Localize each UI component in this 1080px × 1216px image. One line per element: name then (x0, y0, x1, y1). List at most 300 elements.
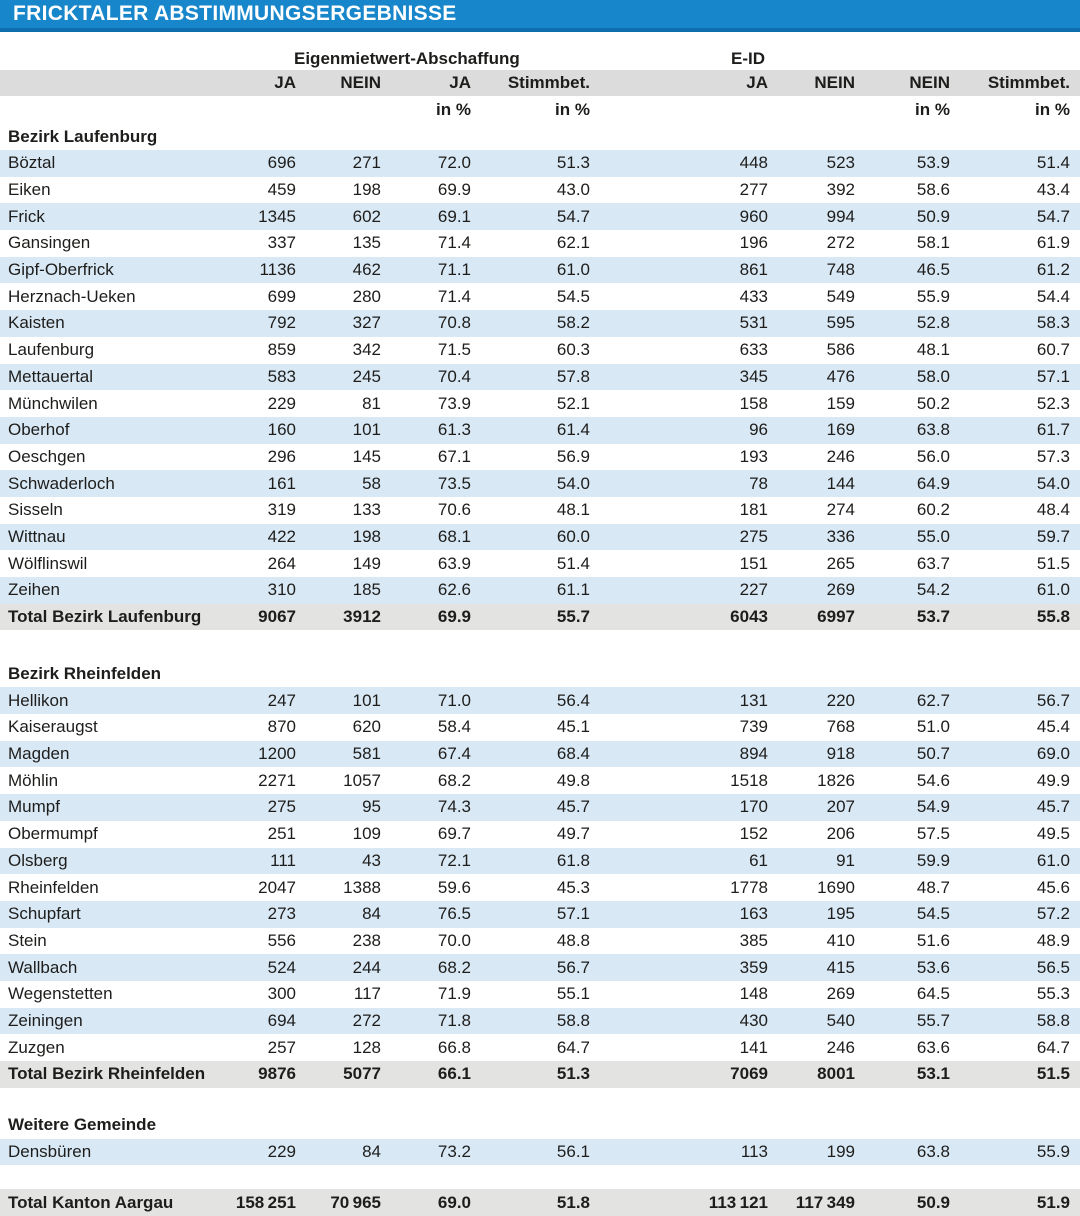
row-label: Zuzgen (8, 1037, 65, 1057)
value-cell: 158 251 (232, 1189, 296, 1216)
value-cell: 51.8 (471, 1189, 590, 1216)
value-cell: 246 (826, 446, 855, 466)
col-header-emw-ja: JA (232, 70, 296, 96)
row-label: Mumpf (0, 794, 232, 821)
row-label: Hellikon (0, 687, 232, 714)
value-cell: 109 (352, 824, 381, 844)
value-cell: 51.4 (556, 553, 590, 573)
table-row (0, 577, 1080, 604)
table-row (0, 981, 1080, 1008)
table-row (0, 230, 1080, 257)
value-cell: 64.7 (1036, 1037, 1070, 1057)
value-cell: 48.7 (916, 877, 950, 897)
table-row (0, 1034, 1080, 1061)
value-cell: 61.8 (471, 848, 590, 875)
row-label: Möhlin (8, 770, 59, 790)
value-cell: 870 (267, 717, 296, 737)
value-cell: 56.7 (471, 954, 590, 981)
value-cell: 61.4 (471, 417, 590, 444)
value-cell: 66.8 (437, 1037, 471, 1057)
value-cell: 196 (739, 233, 768, 253)
value-cell: 74.3 (381, 794, 471, 821)
value-cell: 149 (352, 553, 381, 573)
value-cell: 257 (267, 1037, 296, 1057)
value-cell: 52.1 (556, 393, 590, 413)
value-cell: 48.4 (1036, 500, 1070, 520)
value-cell: 768 (826, 717, 855, 737)
value-cell: 195 (768, 901, 855, 928)
row-label: Wallbach (0, 954, 232, 981)
value-cell: 50.9 (855, 203, 950, 230)
value-cell: 430 (590, 1008, 768, 1035)
value-cell: 52.3 (1036, 393, 1070, 413)
value-cell: 275 (590, 524, 768, 551)
value-cell: 45.4 (1036, 717, 1070, 737)
value-cell: 62.7 (855, 687, 950, 714)
page-title: FRICKTALER ABSTIMMUNGSERGEBNISSE (13, 2, 457, 25)
value-cell: 61.2 (950, 257, 1080, 284)
value-cell: 58.6 (916, 180, 950, 200)
group-header-eid: E-ID (731, 48, 765, 68)
value-cell: 1136 (232, 257, 296, 284)
value-cell: 71.9 (437, 984, 471, 1004)
value-cell: 131 (590, 687, 768, 714)
table-row (0, 714, 1080, 741)
value-cell: 59.6 (437, 877, 471, 897)
value-cell: 342 (352, 340, 381, 360)
value-cell: 894 (590, 741, 768, 768)
value-cell: 229 (267, 393, 296, 413)
value-cell: 247 (232, 687, 296, 714)
row-label: Wittnau (0, 524, 232, 551)
value-cell: 64.9 (855, 470, 950, 497)
value-cell: 163 (590, 901, 768, 928)
value-cell: 327 (296, 310, 381, 337)
value-cell: 272 (826, 233, 855, 253)
value-cell: 69.0 (381, 1189, 471, 1216)
value-cell: 994 (768, 203, 855, 230)
value-cell: 49.9 (1036, 770, 1070, 790)
table-row (0, 794, 1080, 821)
value-cell: 55.8 (950, 604, 1080, 631)
value-cell: 55.9 (950, 1139, 1080, 1166)
value-cell: 61.3 (381, 417, 471, 444)
value-cell: 63.8 (855, 417, 950, 444)
value-cell: 54.0 (471, 470, 590, 497)
table-row (0, 687, 1080, 714)
value-cell: 792 (232, 310, 296, 337)
value-cell: 181 (739, 500, 768, 520)
value-cell: 49.5 (1036, 824, 1070, 844)
value-cell: 70.0 (437, 930, 471, 950)
value-cell: 271 (296, 150, 381, 177)
table-row (0, 524, 1080, 551)
value-cell: 160 (232, 417, 296, 444)
pct-label: in % (436, 99, 471, 119)
value-cell: 70.8 (381, 310, 471, 337)
section-header-row (0, 123, 1080, 150)
table-row (0, 417, 1080, 444)
value-cell: 61.7 (950, 417, 1080, 444)
row-label: Magden (0, 741, 232, 768)
value-cell: 57.8 (471, 364, 590, 391)
value-cell: 1345 (232, 203, 296, 230)
value-cell: 54.7 (950, 203, 1080, 230)
value-cell: 918 (768, 741, 855, 768)
table-row (0, 821, 1080, 848)
value-cell: 63.8 (855, 1139, 950, 1166)
value-cell: 55.3 (1036, 984, 1070, 1004)
value-cell: 117 349 (768, 1189, 855, 1216)
spacer-cell (0, 630, 1080, 660)
value-cell: 9876 (232, 1061, 296, 1088)
spacer-row (0, 1165, 1080, 1189)
value-cell: 524 (232, 954, 296, 981)
row-label: Total Bezirk Rheinfelden (0, 1061, 232, 1088)
value-cell: 45.7 (471, 794, 590, 821)
value-cell: 159 (826, 393, 855, 413)
value-cell: 58.4 (437, 717, 471, 737)
value-cell: 476 (768, 364, 855, 391)
total-row (0, 604, 1080, 631)
value-cell: 45.1 (556, 717, 590, 737)
value-cell: 61.1 (471, 577, 590, 604)
value-cell: 55.7 (855, 1008, 950, 1035)
value-cell: 1200 (232, 741, 296, 768)
value-cell: 448 (590, 150, 768, 177)
value-cell: 3912 (296, 604, 381, 631)
value-cell: 84 (296, 901, 381, 928)
value-cell: 1690 (817, 877, 855, 897)
col-header-eid-ja: JA (590, 70, 768, 96)
value-cell: 58.3 (950, 310, 1080, 337)
value-cell: 699 (267, 286, 296, 306)
value-cell: 61.9 (1036, 233, 1070, 253)
table-row (0, 177, 1080, 204)
col-header-eid-stimmbet: Stimmbet. (950, 70, 1080, 96)
value-cell: 54.5 (855, 901, 950, 928)
value-cell: 51.5 (1036, 553, 1070, 573)
value-cell: 54.0 (950, 470, 1080, 497)
value-cell: 459 (267, 180, 296, 200)
value-cell: 61.0 (950, 848, 1080, 875)
row-label: Mettauertal (0, 364, 232, 391)
value-cell: 57.1 (950, 364, 1080, 391)
value-cell: 51.3 (471, 150, 590, 177)
row-label: Oberhof (0, 417, 232, 444)
value-cell: 170 (590, 794, 768, 821)
value-cell: 45.3 (556, 877, 590, 897)
value-cell: 227 (590, 577, 768, 604)
value-cell: 50.7 (855, 741, 950, 768)
value-cell: 244 (296, 954, 381, 981)
row-label: Schupfart (0, 901, 232, 928)
total-row (0, 1061, 1080, 1088)
value-cell: 277 (739, 180, 768, 200)
value-cell: 602 (296, 203, 381, 230)
value-cell: 60.0 (471, 524, 590, 551)
value-cell: 2047 (258, 877, 296, 897)
row-label: Oeschgen (8, 446, 86, 466)
value-cell: 113 121 (590, 1189, 768, 1216)
value-cell: 531 (590, 310, 768, 337)
value-cell: 72.0 (381, 150, 471, 177)
value-cell: 57.3 (1036, 446, 1070, 466)
value-cell: 193 (739, 446, 768, 466)
value-cell: 55.9 (916, 286, 950, 306)
value-cell: 81 (362, 393, 381, 413)
row-label: Münchwilen (8, 393, 98, 413)
value-cell: 56.7 (950, 687, 1080, 714)
row-label: Total Bezirk Laufenburg (0, 604, 232, 631)
value-cell: 422 (232, 524, 296, 551)
row-label: Kaisten (0, 310, 232, 337)
value-cell: 111 (232, 848, 296, 875)
value-cell: 117 (353, 984, 381, 1004)
value-cell: 1826 (817, 770, 855, 790)
value-cell: 45.7 (950, 794, 1080, 821)
title-bar (0, 0, 1080, 32)
table-row (0, 901, 1080, 928)
col-header-eid-nein-pct: NEIN (855, 70, 950, 96)
table-row (0, 150, 1080, 177)
value-cell: 69.7 (437, 824, 471, 844)
value-cell: 51.6 (916, 930, 950, 950)
value-cell: 1518 (730, 770, 768, 790)
value-cell: 359 (590, 954, 768, 981)
value-cell: 50.9 (855, 1189, 950, 1216)
value-cell: 54.9 (855, 794, 950, 821)
value-cell: 158 (739, 393, 768, 413)
value-cell: 199 (768, 1139, 855, 1166)
col-header-emw-stimmbet: Stimmbet. (471, 70, 590, 96)
value-cell: 61.0 (950, 577, 1080, 604)
value-cell: 6043 (590, 604, 768, 631)
value-cell: 58.0 (855, 364, 950, 391)
spacer-cell (0, 1088, 1080, 1112)
group-header-eigenmietwert: Eigenmietwert-Abschaffung (294, 48, 520, 68)
value-cell: 71.8 (381, 1008, 471, 1035)
value-cell: 310 (232, 577, 296, 604)
value-cell: 54.7 (471, 203, 590, 230)
value-cell: 207 (768, 794, 855, 821)
row-label: Total Kanton Aargau (0, 1189, 232, 1216)
value-cell: 960 (590, 203, 768, 230)
value-cell: 51.5 (950, 1061, 1080, 1088)
value-cell: 633 (739, 340, 768, 360)
value-cell: 152 (739, 824, 768, 844)
row-label: Obermumpf (8, 824, 98, 844)
value-cell: 48.8 (556, 930, 590, 950)
value-cell: 57.2 (950, 901, 1080, 928)
table-row (0, 550, 1080, 577)
value-cell: 52.8 (855, 310, 950, 337)
value-cell: 95 (296, 794, 381, 821)
value-cell: 43 (296, 848, 381, 875)
value-cell: 56.9 (556, 446, 590, 466)
value-cell: 68.1 (381, 524, 471, 551)
value-cell: 694 (232, 1008, 296, 1035)
table-row (0, 364, 1080, 391)
table-row (0, 444, 1080, 471)
value-cell: 60.2 (916, 500, 950, 520)
value-cell: 53.6 (855, 954, 950, 981)
value-cell: 70.4 (381, 364, 471, 391)
value-cell: 58.8 (471, 1008, 590, 1035)
value-cell: 63.6 (916, 1037, 950, 1057)
spacer-cell (0, 1165, 1080, 1189)
value-cell: 337 (267, 233, 296, 253)
value-cell: 274 (826, 500, 855, 520)
value-cell: 229 (232, 1139, 296, 1166)
group-header-row (0, 47, 1080, 70)
table-row (0, 1008, 1080, 1035)
row-label: Gansingen (8, 233, 91, 253)
value-cell: 55.0 (855, 524, 950, 551)
table-row (0, 390, 1080, 417)
row-label: Gipf-Oberfrick (0, 257, 232, 284)
value-cell: 272 (296, 1008, 381, 1035)
value-cell: 58 (296, 470, 381, 497)
value-cell: 54.5 (556, 286, 590, 306)
value-cell: 51.9 (950, 1189, 1080, 1216)
value-cell: 51.4 (950, 150, 1080, 177)
value-cell: 586 (826, 340, 855, 360)
value-cell: 415 (768, 954, 855, 981)
value-cell: 148 (739, 984, 768, 1004)
section-label: Bezirk Laufenburg (8, 126, 158, 146)
value-cell: 141 (739, 1037, 768, 1057)
value-cell: 68.2 (437, 770, 471, 790)
row-label: Schwaderloch (0, 470, 232, 497)
value-cell: 55.1 (556, 984, 590, 1004)
value-cell: 246 (826, 1037, 855, 1057)
value-cell: 53.9 (855, 150, 950, 177)
value-cell: 185 (296, 577, 381, 604)
value-cell: 56.1 (471, 1139, 590, 1166)
table-row (0, 497, 1080, 524)
value-cell: 68.2 (381, 954, 471, 981)
value-cell: 7069 (590, 1061, 768, 1088)
value-cell: 556 (267, 930, 296, 950)
value-cell: 251 (267, 824, 296, 844)
value-cell: 144 (768, 470, 855, 497)
col-header-eid-nein: NEIN (768, 70, 855, 96)
table-body (0, 123, 1080, 1216)
value-cell: 101 (296, 417, 381, 444)
grand-total-row (0, 1189, 1080, 1216)
value-cell: 549 (826, 286, 855, 306)
value-cell: 275 (232, 794, 296, 821)
value-cell: 96 (590, 417, 768, 444)
value-cell: 273 (232, 901, 296, 928)
value-cell: 69.9 (437, 180, 471, 200)
pct-label: in % (555, 99, 590, 119)
value-cell: 49.8 (556, 770, 590, 790)
value-cell: 70.6 (437, 500, 471, 520)
value-cell: 540 (768, 1008, 855, 1035)
value-cell: 595 (768, 310, 855, 337)
table-row (0, 310, 1080, 337)
value-cell: 5077 (296, 1061, 381, 1088)
value-cell: 59.9 (855, 848, 950, 875)
value-cell: 63.7 (916, 553, 950, 573)
table-row (0, 741, 1080, 768)
value-cell: 73.5 (381, 470, 471, 497)
value-cell: 69.0 (950, 741, 1080, 768)
table-row (0, 767, 1080, 794)
value-cell: 71.0 (381, 687, 471, 714)
value-cell: 385 (739, 930, 768, 950)
row-label: Zeihen (0, 577, 232, 604)
value-cell: 296 (267, 446, 296, 466)
value-cell: 50.2 (916, 393, 950, 413)
value-cell: 523 (768, 150, 855, 177)
value-cell: 9067 (232, 604, 296, 631)
value-cell: 57.1 (471, 901, 590, 928)
value-cell: 581 (296, 741, 381, 768)
value-cell: 392 (826, 180, 855, 200)
value-cell: 53.7 (855, 604, 950, 631)
value-cell: 6997 (768, 604, 855, 631)
column-header-row (0, 70, 1080, 96)
value-cell: 135 (352, 233, 381, 253)
value-cell: 300 (267, 984, 296, 1004)
value-cell: 8001 (768, 1061, 855, 1088)
value-cell: 62.1 (556, 233, 590, 253)
row-label: Densbüren (0, 1139, 232, 1166)
row-label: Zeiningen (0, 1008, 232, 1035)
value-cell: 58.1 (916, 233, 950, 253)
value-cell: 62.6 (381, 577, 471, 604)
value-cell: 48.1 (556, 500, 590, 520)
value-cell: 68.4 (471, 741, 590, 768)
value-cell: 2271 (258, 770, 296, 790)
value-cell: 198 (352, 180, 381, 200)
value-cell: 59.7 (950, 524, 1080, 551)
value-cell: 51.3 (471, 1061, 590, 1088)
value-cell: 71.1 (381, 257, 471, 284)
value-cell: 70 965 (296, 1189, 381, 1216)
value-cell: 56.5 (950, 954, 1080, 981)
value-cell: 1388 (343, 877, 381, 897)
value-cell: 63.9 (437, 553, 471, 573)
value-cell: 69.9 (381, 604, 471, 631)
value-cell: 64.7 (556, 1037, 590, 1057)
value-cell: 462 (296, 257, 381, 284)
col-header-emw-ja-pct: JA (381, 70, 471, 96)
value-cell: 73.9 (437, 393, 471, 413)
value-cell: 71.4 (437, 286, 471, 306)
results-table (0, 47, 1080, 1216)
row-label: Herznach-Ueken (8, 286, 136, 306)
value-cell: 48.1 (916, 340, 950, 360)
table-row (0, 848, 1080, 875)
value-cell: 245 (296, 364, 381, 391)
value-cell: 73.2 (381, 1139, 471, 1166)
value-cell: 101 (296, 687, 381, 714)
table-row (0, 954, 1080, 981)
value-cell: 51.0 (916, 717, 950, 737)
value-cell: 861 (590, 257, 768, 284)
table-row (0, 257, 1080, 284)
value-cell: 60.3 (556, 340, 590, 360)
row-label: Böztal (0, 150, 232, 177)
value-cell: 54.6 (916, 770, 950, 790)
value-cell: 78 (590, 470, 768, 497)
value-cell: 238 (352, 930, 381, 950)
value-cell: 54.4 (1036, 286, 1070, 306)
